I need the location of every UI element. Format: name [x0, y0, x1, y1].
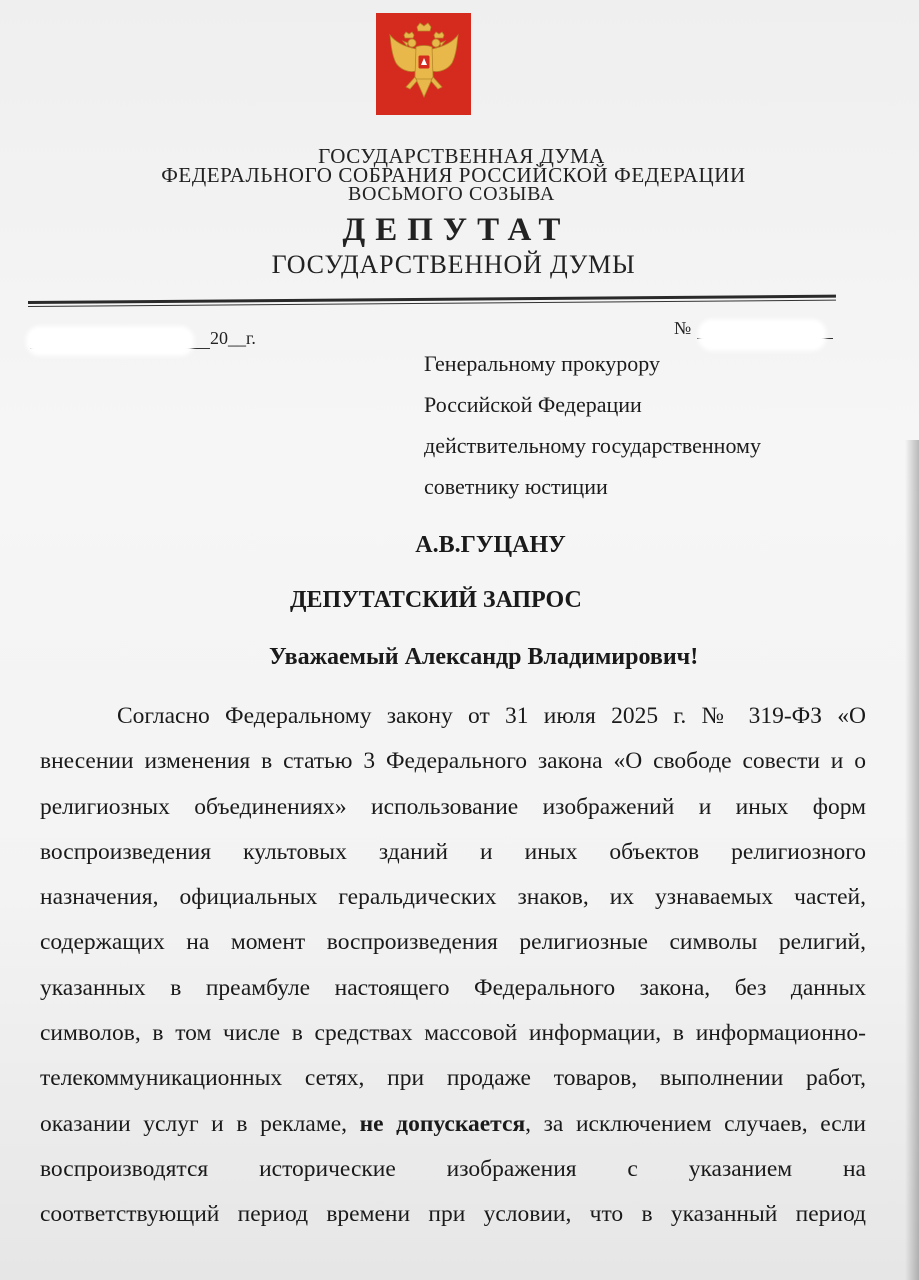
body-line-text: воспроизводятся исторические изображения с указанием на — [40, 1155, 866, 1182]
coat-of-arms-icon — [376, 13, 471, 115]
body-line — [40, 739, 866, 784]
body-line-text: соответствующий период времени при условии, что в указанный период — [40, 1201, 866, 1228]
body-line-end: , за исключением случаев, если — [525, 1110, 866, 1137]
body-line — [40, 1011, 866, 1056]
body-line-start: оказании услуг и в рекламе, — [40, 1110, 347, 1137]
org-name-line2: ФЕДЕРАЛЬНОГО СОБРАНИЯ РОССИЙСКОЙ ФЕДЕРАЦИИ — [161, 163, 746, 187]
body-line-text: указанных в преамбуле настоящего Федерального закона, без данных — [40, 974, 866, 1001]
recipient-name: А.В.ГУЦАНУ — [415, 532, 566, 558]
body-line — [40, 694, 866, 739]
page-edge-shadow — [905, 440, 919, 1280]
number-label: № — [674, 318, 692, 338]
document-type-heading: ДЕПУТАТСКИЙ ЗАПРОС — [290, 587, 582, 613]
body-line-text: телекоммуникационных сетях, при продаже товаров, выполнении работ, — [40, 1065, 866, 1092]
body-line — [40, 785, 866, 830]
body-line-text: символов, в том числе в средствах массовой информации, в информационно- — [40, 1020, 866, 1047]
body-line — [40, 875, 866, 920]
body-line-text: назначения, официальных геральдических знаков, их узнаваемых частей, — [40, 884, 866, 911]
addressee-line: советнику юстиции — [424, 474, 608, 499]
addressee-line: Российской Федерации — [424, 392, 642, 417]
addressee-line: действительному государственному — [424, 433, 761, 458]
body-line-text — [40, 1111, 866, 1137]
body-line — [40, 1147, 866, 1192]
addressee-line: Генеральному прокурору — [424, 351, 660, 376]
emphasis-text: не допускается — [359, 1110, 526, 1137]
date-suffix: 20__г. — [210, 328, 256, 348]
body-line — [40, 1056, 866, 1101]
addressee-block — [424, 343, 761, 507]
body-text — [40, 694, 866, 1238]
body-line-text: религиозных объединениях» использование изображений и иных форм — [40, 793, 866, 820]
body-line — [40, 830, 866, 875]
body-line-text: внесении изменения в статью 3 Федерального закона «О свободе совести и о — [40, 748, 866, 775]
body-line — [40, 1192, 866, 1237]
body-line — [40, 1102, 866, 1147]
deputy-subtitle: ГОСУДАРСТВЕННОЙ ДУМЫ — [271, 250, 636, 279]
body-line-text: содержащих на момент воспроизведения религиозные символы религий, — [40, 929, 866, 956]
org-name-line3: ВОСЬМОГО СОЗЫВА — [347, 183, 556, 205]
body-line — [40, 920, 866, 965]
body-line — [40, 966, 866, 1011]
body-line-text: Согласно Федеральному закону от 31 июля 2025 г. № 319-ФЗ «О — [117, 703, 866, 729]
redaction-date — [26, 326, 194, 356]
org-name-line1: ГОСУДАРСТВЕННАЯ ДУМА — [318, 144, 605, 168]
deputy-title: ДЕПУТАТ — [342, 212, 571, 248]
body-line-text: воспроизведения культовых зданий и иных объектов религиозного — [40, 838, 866, 865]
salutation: Уважаемый Александр Владимирович! — [269, 644, 699, 670]
